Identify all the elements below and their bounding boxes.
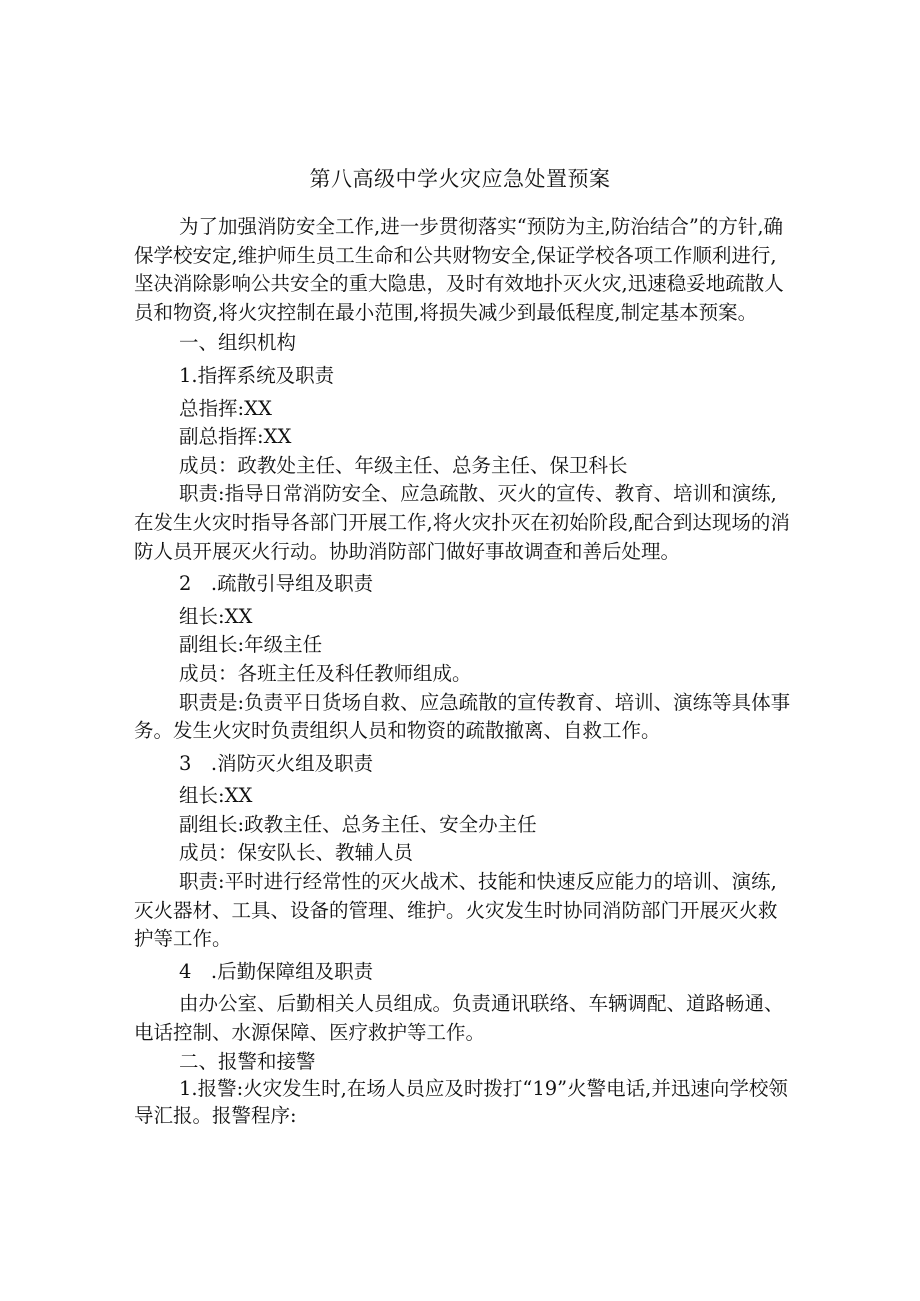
logistics-duties: 由办公室、后勤相关人员组成。负责通讯联络、车辆调配、道路畅通、电话控制、水源保障、医疗救护等工作。 (134, 992, 784, 1045)
document-title: 第八高级中学火灾应急处置预案 (309, 167, 611, 191)
command-members: 成员：政教处主任、年级主任、总务主任、保卫科长 (179, 453, 628, 477)
firefighting-duties: 职责:平时进行经常性的灭火战术、技能和快速反应能力的培训、演练,灭火器材、工具、设备的管理、维护。火灾发生时协同消防部门开展灭火救护等工作。 (134, 870, 778, 951)
alarm-procedure: 1.报警:火灾发生时,在场人员应及时拨打“19”火警电话,并迅速向学校领导汇报。报警程序: (134, 1076, 788, 1127)
firefighting-deputy: 副组长:政教主任、总务主任、安全办主任 (179, 812, 537, 836)
evacuation-leader: 组长:XX (179, 604, 253, 628)
intro-paragraph: 为了加强消防安全工作,进一步贯彻落实“预防为主,防治结合”的方针,确保学校安定,维护师生员工生命和公共财物安全,保证学校各项工作顺利进行,坚决消除影响公共安全的重大隐患，及时有效地扑灭火灾,迅速稳妥地疏散人员和物资,将火灾控制在最小范围,将损失减少到最低程度,制定基本预案。 (134, 215, 784, 324)
document-body (134, 213, 794, 1129)
subsection-heading-firefighting: 3 .消防灭火组及职责 (179, 751, 374, 775)
section-heading-alarm: 二、报警和接警 (179, 1049, 316, 1073)
subsection-heading-evacuation: 2 .疏散引导组及职责 (179, 572, 374, 596)
subsection-heading-command: 1.指挥系统及职责 (179, 363, 335, 387)
evacuation-deputy: 副组长:年级主任 (179, 633, 323, 657)
command-deputy: 副总指挥:XX (179, 425, 292, 449)
firefighting-leader: 组长:XX (179, 784, 253, 808)
evacuation-members: 成员：各班主任及科任教师组成。 (179, 661, 472, 685)
command-chief: 总指挥:XX (179, 396, 272, 420)
firefighting-members: 成员：保安队长、教辅人员 (179, 841, 414, 865)
evacuation-duties: 职责是:负责平日货场自救、应急疏散的宣传教育、培训、演练等具体事务。发生火灾时负责组织人员和物资的疏散撤离、自救工作。 (134, 690, 791, 743)
section-heading-organization: 一、组织机构 (179, 331, 297, 355)
subsection-heading-logistics: 4 .后勤保障组及职责 (179, 959, 374, 983)
command-duties: 职责:指导日常消防安全、应急疏散、灭火的宣传、教育、培训和演练,在发生火灾时指导各部门开展工作,将火灾扑灭在初始阶段,配合到达现场的消防人员开展灭火行动。协助消防部门做好事故调查和善后处理。 (134, 482, 790, 563)
